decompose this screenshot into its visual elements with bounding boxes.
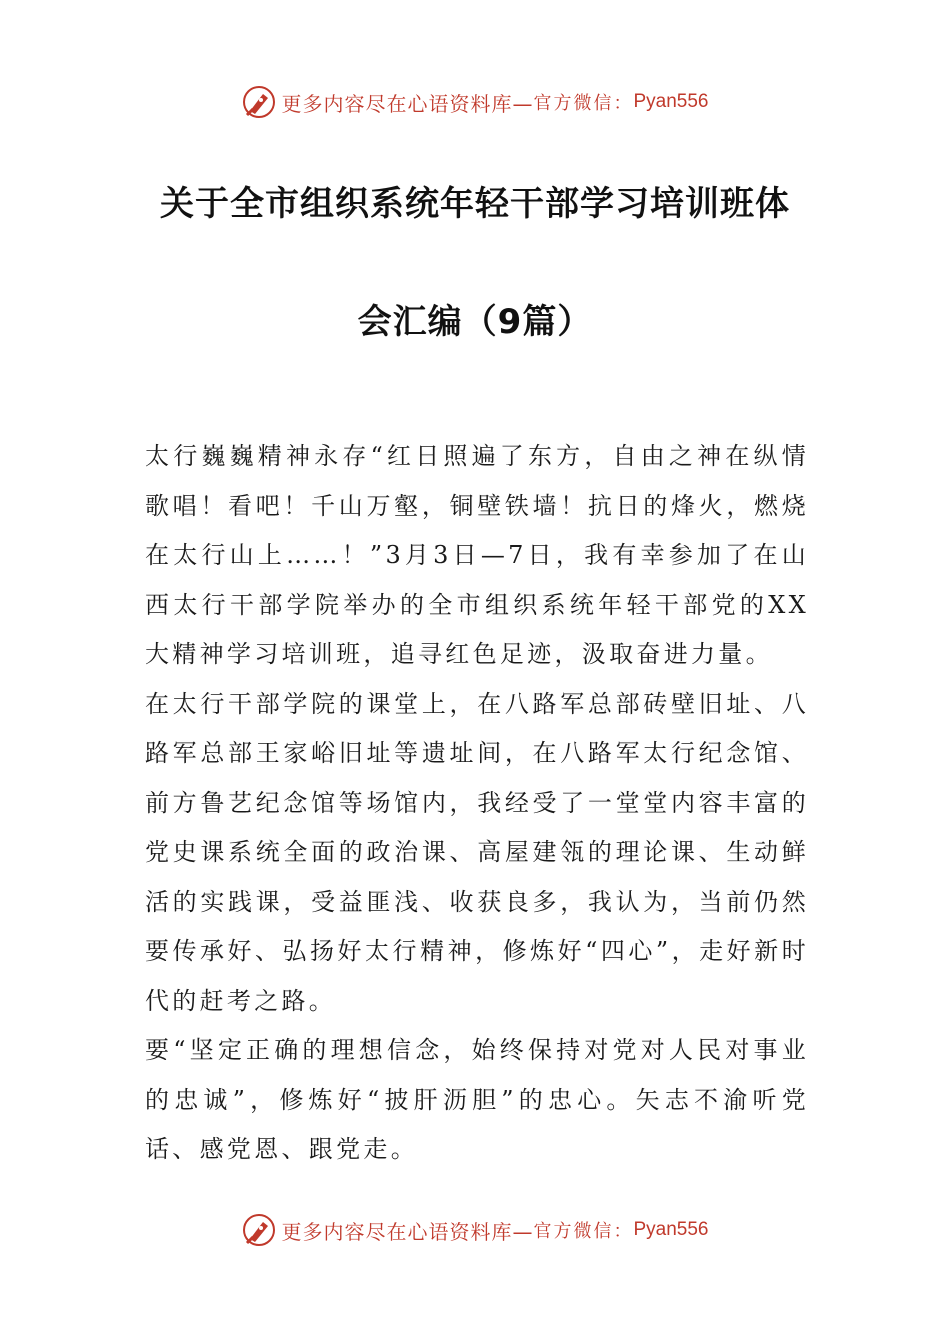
document-title-line-2: 会汇编（9篇） — [357, 302, 593, 342]
pen-nib-logo-icon — [241, 1212, 277, 1248]
banner-wechat-id: Pyan556 — [633, 1219, 709, 1240]
document-body — [145, 432, 809, 1175]
body-paragraph: 要“坚定正确的理想信念，始终保持对党对人民对事业的忠诚”，修炼好“披肝沥胆”的忠心。矢志不渝听党话、感党恩、跟党走。 — [145, 1036, 809, 1163]
banner-brand-text: 更多内容尽在心语资料库— — [281, 91, 534, 116]
pen-nib-logo-icon — [241, 84, 277, 120]
banner-wechat-label: 官方微信： — [533, 93, 634, 114]
body-paragraph: 在太行干部学院的课堂上，在八路军总部砖壁旧址、八路军总部王家峪旧址等遗址间，在八路军太行纪念馆、前方鲁艺纪念馆等场馆内，我经受了一堂堂内容丰富的党史课系统全面的政治课、高屋建瓴的理论课、生动鲜活的实践课，受益匪浅、收获良多，我认为，当前仍然要传承好、弘扬好太行精神，修炼好“四心”，走好新时代的赶考之路。 — [145, 689, 809, 1015]
banner-wechat-label: 官方微信： — [533, 1221, 634, 1242]
footer-banner — [0, 1210, 950, 1250]
banner-wechat-id: Pyan556 — [633, 91, 709, 112]
banner-brand-text: 更多内容尽在心语资料库— — [281, 1219, 534, 1244]
header-banner — [0, 82, 950, 122]
document-title-line-1: 关于全市组织系统年轻干部学习培训班体 — [160, 184, 790, 224]
body-paragraph: 太行巍巍精神永存“红日照遍了东方，自由之神在纵情歌唱！看吧！千山万壑，铜壁铁墙！抗日的烽火，燃烧在太行山上……！”3月3日—7日，我有幸参加了在山西太行干部学院举办的全市组织系统年轻干部党的XX大精神学习培训班，追寻红色足迹，汲取奋进力量。 — [145, 442, 809, 668]
